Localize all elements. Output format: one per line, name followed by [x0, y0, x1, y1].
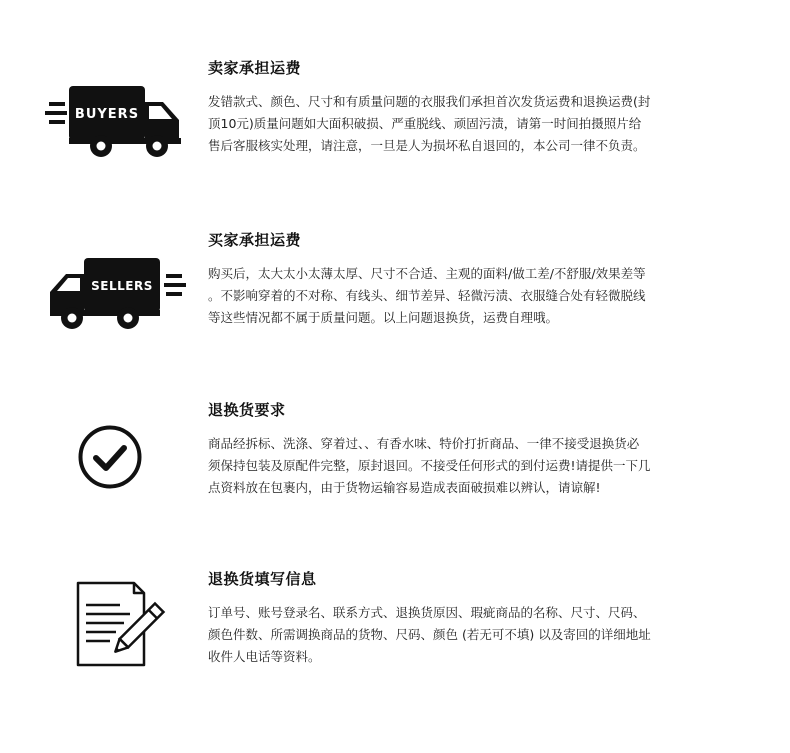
- section-title: 退换货要求: [208, 401, 286, 419]
- section-text: [208, 569, 748, 668]
- section-body: 商品经拆标、洗涤、穿着过、、有香水味、特价打折商品、一律不接受退换货必 须保持包装及原配件完整，原封退回。不接受任何形式的到付运费!请提供一下几 点资料放在包裹内，由于货物运输容易造成表面破损难以辨认，请谅解!: [208, 436, 651, 495]
- section-body: 订单号、账号登录名、联系方式、退换货原因、瑕疵商品的名称、尺寸、尺码、 颜色件数、所需调换商品的货物、尺码、颜色 (若无可不填) 以及寄回的详细地址 收件人电话等资料。: [208, 605, 651, 664]
- section-text: [208, 400, 748, 499]
- section-title: 买家承担运费: [208, 231, 302, 249]
- section-text: [208, 58, 748, 157]
- check-circle-icon: [77, 424, 143, 490]
- truck-label: SELLERS: [91, 279, 153, 293]
- truck-icon: [48, 258, 186, 330]
- section-body: 购买后，太大太小太薄太厚、尺寸不合适、主观的面料/做工差/不舒服/效果差等 。不影响穿着的不对称、有线头、细节差异、轻微污渍、衣服缝合处有轻微脱线 等这些情况都不属于质量问题。以上问题退换货，运费自理哦。: [208, 266, 646, 325]
- section-title: 退换货填写信息: [208, 570, 317, 588]
- section-text: [208, 230, 748, 329]
- section-title: 卖家承担运费: [208, 59, 302, 77]
- document-pen-icon: [72, 581, 168, 669]
- truck-label: BUYERS: [74, 107, 140, 122]
- truck-icon: [45, 86, 183, 158]
- section-body: 发错款式、颜色、尺寸和有质量问题的衣服我们承担首次发货运费和退换运费(封 顶10元)质量问题如大面积破损、严重脱线、顽固污渍，请第一时间拍摄照片给 售后客服核实处理，请注意，一旦是人为损坏私自退回的，本公司一律不负责。: [208, 94, 651, 153]
